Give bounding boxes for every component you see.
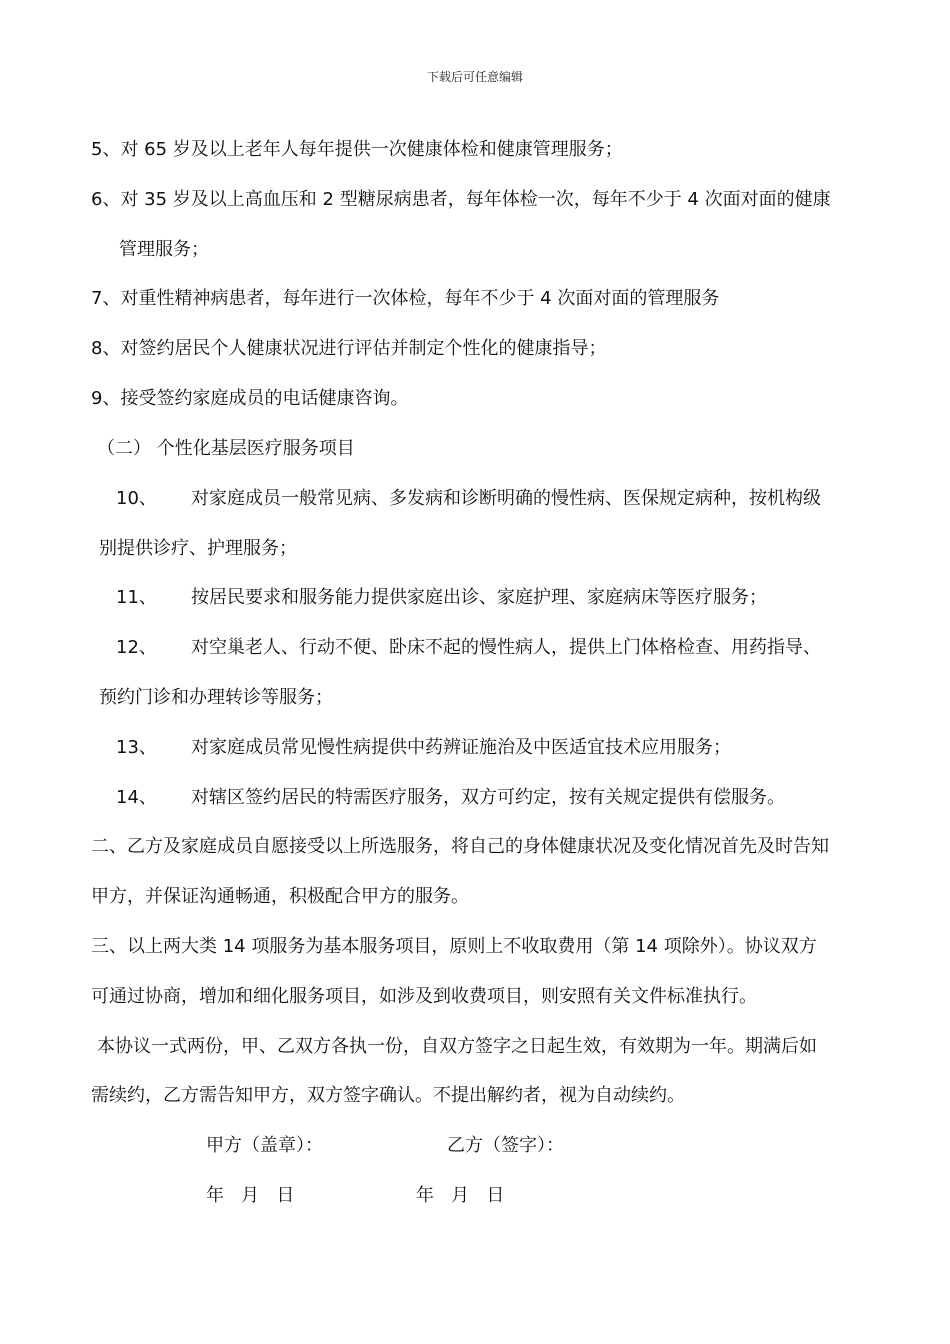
clause-3-line-1: 三、以上两大类 14 项服务为基本服务项目，原则上不收取费用（第 14 项除外）。协议双方 <box>91 936 817 957</box>
agreement-terms-line-1: 本协议一式两份，甲、乙双方各执一份，自双方签字之日起生效，有效期为一年。期满后如 <box>97 1036 817 1057</box>
header-note: 下载后可任意编辑 <box>426 70 523 84</box>
item-11-text: 按居民要求和服务能力提供家庭出诊、家庭护理、家庭病床等医疗服务； <box>191 587 767 608</box>
item-10-line-2: 别提供诊疗、护理服务； <box>99 538 297 559</box>
item-6-line-1: 6、对 35 岁及以上高血压和 2 型糖尿病患者，每年体检一次，每年不少于 4 次面对面的健康 <box>91 189 831 210</box>
item-7: 7、对重性精神病患者，每年进行一次体检，每年不少于 4 次面对面的管理服务 <box>91 288 720 309</box>
party-a-seal-label: 甲方（盖章）： <box>206 1135 323 1156</box>
item-9: 9、接受签约家庭成员的电话健康咨询。 <box>91 388 409 409</box>
clause-2-line-2: 甲方，并保证沟通畅通，积极配合甲方的服务。 <box>91 886 469 907</box>
item-12-line-1: 对空巢老人、行动不便、卧床不起的慢性病人，提供上门体格检查、用药指导、 <box>191 637 821 658</box>
item-13-number: 13、 <box>116 737 157 758</box>
item-14-number: 14、 <box>116 787 157 808</box>
party-a-date: 年 月 日 <box>206 1185 295 1206</box>
item-10-line-1: 对家庭成员一般常见病、多发病和诊断明确的慢性病、医保规定病种，按机构级 <box>191 488 821 509</box>
item-10-number: 10、 <box>116 488 157 509</box>
item-8: 8、对签约居民个人健康状况进行评估并制定个性化的健康指导； <box>91 338 607 359</box>
item-6-line-2: 管理服务； <box>119 239 209 260</box>
section-title-personalized-services: （二） 个性化基层医疗服务项目 <box>97 438 355 459</box>
clause-2-line-1: 二、乙方及家庭成员自愿接受以上所选服务，将自己的身体健康状况及变化情况首先及时告知 <box>91 836 829 857</box>
item-13-text: 对家庭成员常见慢性病提供中药辨证施治及中医适宜技术应用服务； <box>191 737 731 758</box>
item-14-text: 对辖区签约居民的特需医疗服务，双方可约定，按有关规定提供有偿服务。 <box>191 787 785 808</box>
item-5: 5、对 65 岁及以上老年人每年提供一次健康体检和健康管理服务； <box>91 139 623 160</box>
clause-3-line-2: 可通过协商，增加和细化服务项目，如涉及到收费项目，则安照有关文件标准执行。 <box>91 986 757 1007</box>
item-12-line-2: 预约门诊和办理转诊等服务； <box>99 687 333 708</box>
agreement-terms-line-2: 需续约，乙方需告知甲方，双方签字确认。不提出解约者，视为自动续约。 <box>91 1085 685 1106</box>
party-b-date: 年 月 日 <box>416 1185 505 1206</box>
item-11-number: 11、 <box>116 587 157 608</box>
item-12-number: 12、 <box>116 637 157 658</box>
party-b-signature-label: 乙方（签字）： <box>447 1135 564 1156</box>
